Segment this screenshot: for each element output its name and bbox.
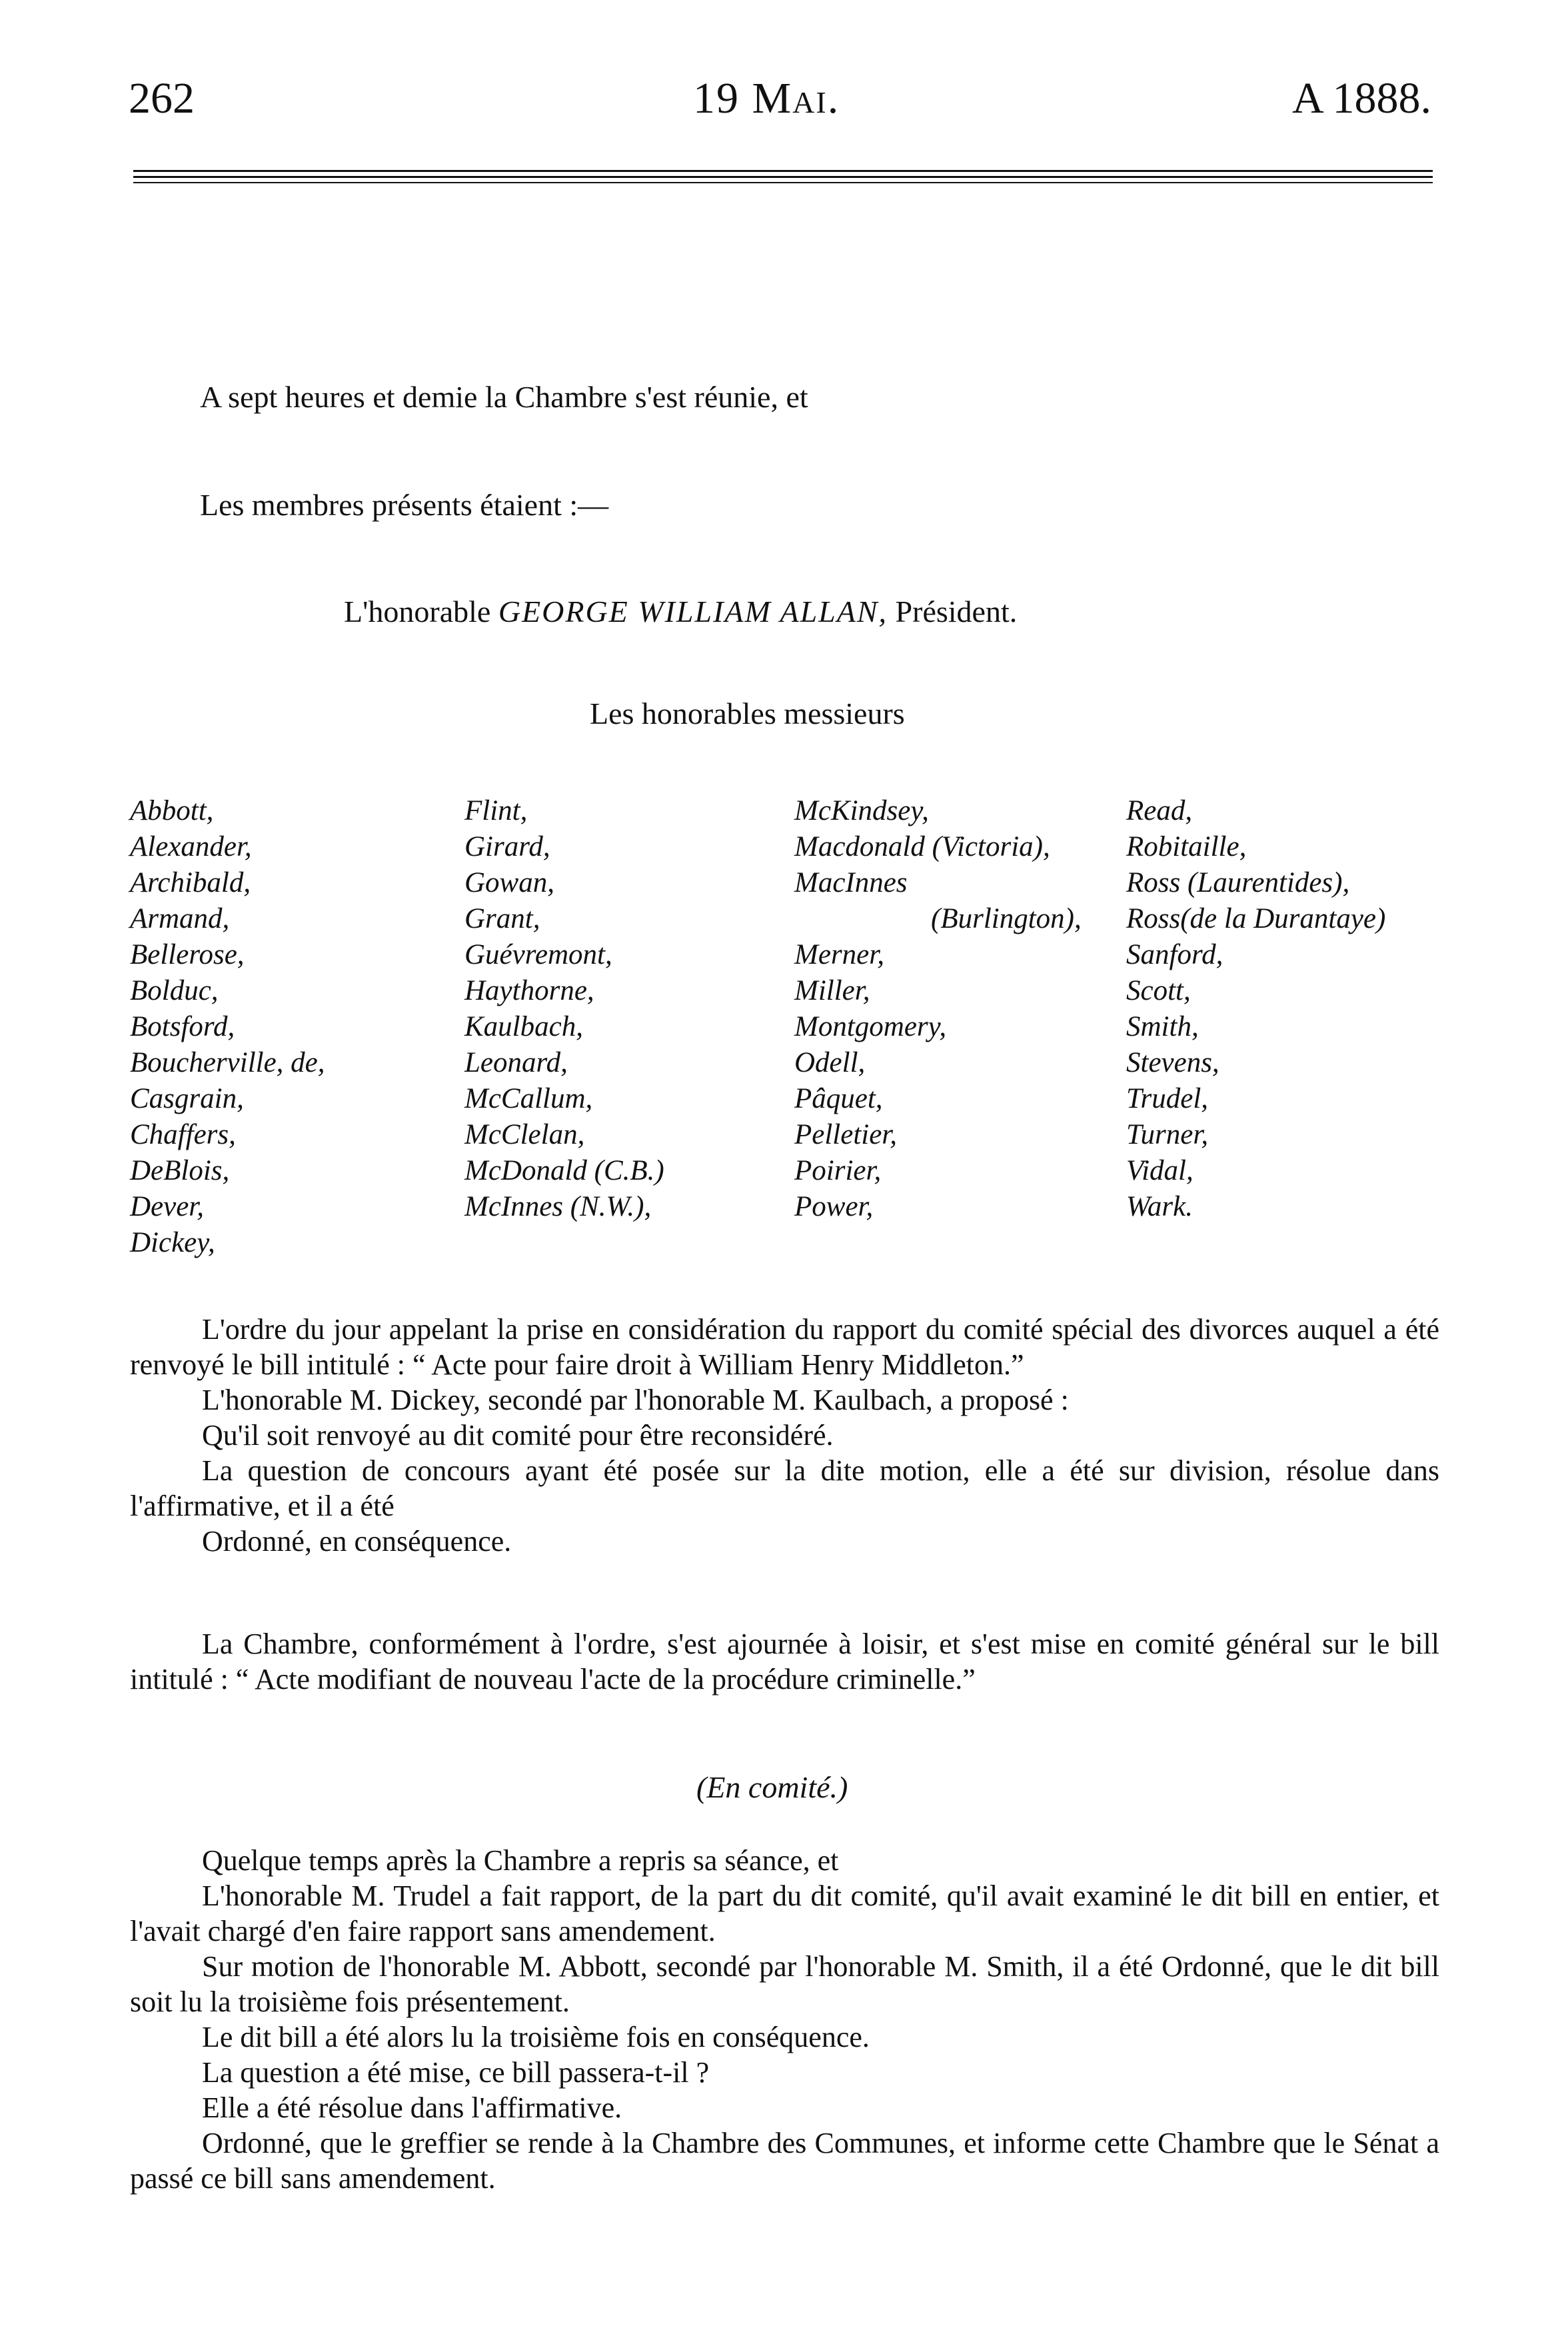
paragraph: Sur motion de l'honorable M. Abbott, secondé par l'honorable M. Smith, il a été Ordonné, que le dit bill soit lu la troisième fois présentement.: [130, 1950, 1439, 2018]
members-present-label: Les membres présents étaient :—: [200, 488, 609, 522]
committee-report-section: [130, 1843, 1439, 2196]
member-name: Dickey,: [130, 1227, 215, 1258]
president-name: GEORGE WILLIAM ALLAN,: [498, 594, 888, 628]
committee-heading: (En comité.): [696, 1770, 848, 1804]
member-name: Smith,: [1126, 1011, 1199, 1042]
member-name: Macdonald (Victoria),: [794, 831, 1050, 862]
member-name: Boucherville, de,: [130, 1047, 325, 1078]
president-title: Président.: [895, 594, 1018, 628]
member-name: Girard,: [464, 831, 550, 862]
member-name: Bolduc,: [130, 975, 219, 1006]
paragraph: Ordonné, que le greffier se rende à la Chambre des Communes, et informe cette Chambre que le Sénat a passé ce bill sans amendement.: [130, 2127, 1439, 2195]
paragraph: L'ordre du jour appelant la prise en considération du rapport du comité spécial des divorces auquel a été renvoyé le bill intitulé : “ Acte pour faire droit à William Henry Middleton.”: [130, 1313, 1439, 1381]
member-name: Dever,: [130, 1191, 205, 1222]
members-column-2: [464, 793, 664, 1225]
member-name: Pelletier,: [794, 1119, 898, 1150]
member-name: Grant,: [464, 903, 540, 934]
member-name: Ross(de la Durantaye): [1126, 903, 1386, 934]
committee-motion-section: [130, 1626, 1439, 1697]
member-name: Power,: [794, 1191, 874, 1222]
member-name: MacInnes: [794, 867, 908, 898]
header-date: 19 Mai.: [693, 74, 840, 123]
members-column-3: [794, 793, 1082, 1225]
member-name: DeBlois,: [130, 1155, 230, 1186]
member-name: Chaffers,: [130, 1119, 236, 1150]
member-name: Pâquet,: [794, 1083, 883, 1114]
divorce-bill-section: [130, 1312, 1439, 1559]
members-column-1: [130, 793, 325, 1261]
member-name: Casgrain,: [130, 1083, 244, 1114]
header-rule: [133, 176, 1433, 178]
president-line: [344, 596, 1017, 627]
paragraph: Ordonné, en conséquence.: [202, 1525, 512, 1558]
member-name: Leonard,: [464, 1047, 568, 1078]
president-prefix: L'honorable: [344, 594, 491, 628]
member-name: Archibald,: [130, 867, 251, 898]
member-name: Bellerose,: [130, 939, 245, 970]
paragraph: Elle a été résolue dans l'affirmative.: [202, 2091, 622, 2124]
member-name: Ross (Laurentides),: [1126, 867, 1350, 898]
member-name: Botsford,: [130, 1011, 235, 1042]
paragraph: L'honorable M. Dickey, secondé par l'honorable M. Kaulbach, a proposé :: [202, 1384, 1069, 1416]
member-name: Haythorne,: [464, 975, 594, 1006]
member-name: Montgomery,: [794, 1011, 947, 1042]
intro-sentence: A sept heures et demie la Chambre s'est réunie, et: [200, 380, 808, 414]
honourable-members-label: Les honorables messieurs: [590, 696, 905, 730]
member-name: McDonald (C.B.): [464, 1155, 664, 1186]
members-column-4: [1126, 793, 1385, 1225]
header-rule: [133, 170, 1433, 172]
member-name: Poirier,: [794, 1155, 882, 1186]
member-name: Guévremont,: [464, 939, 612, 970]
page-number: 262: [129, 74, 195, 123]
paragraph: La Chambre, conformément à l'ordre, s'est ajournée à loisir, et s'est mise en comité général sur le bill intitulé : “ Acte modifiant de nouveau l'acte de la procédure criminelle.”: [130, 1628, 1439, 1696]
paragraph: L'honorable M. Trudel a fait rapport, de la part du dit comité, qu'il avait examiné le dit bill en entier, et l'avait chargé d'en faire rapport sans amendement.: [130, 1879, 1439, 1947]
header-rule: [133, 182, 1433, 183]
member-name: Armand,: [130, 903, 230, 934]
paragraph: Qu'il soit renvoyé au dit comité pour être reconsidéré.: [202, 1419, 834, 1452]
member-name: McInnes (N.W.),: [464, 1191, 652, 1222]
member-name: Scott,: [1126, 975, 1191, 1006]
member-name: Flint,: [464, 795, 528, 826]
member-name: Read,: [1126, 795, 1193, 826]
member-name: Alexander,: [130, 831, 252, 862]
member-name: Turner,: [1126, 1119, 1209, 1150]
member-name: Odell,: [794, 1047, 866, 1078]
paragraph: Le dit bill a été alors lu la troisième fois en conséquence.: [202, 2021, 870, 2053]
member-name: Merner,: [794, 939, 884, 970]
member-name: McKindsey,: [794, 795, 929, 826]
header-year: A 1888.: [1291, 74, 1431, 123]
member-name: Kaulbach,: [464, 1011, 583, 1042]
member-name: McCallum,: [464, 1083, 593, 1114]
member-name: (Burlington),: [931, 903, 1082, 934]
member-name: Stevens,: [1126, 1047, 1219, 1078]
member-name: Wark.: [1126, 1191, 1193, 1222]
member-name: Miller,: [794, 975, 870, 1006]
member-name: Gowan,: [464, 867, 554, 898]
paragraph: La question a été mise, ce bill passera-t-il ?: [202, 2056, 710, 2089]
member-name: Robitaille,: [1126, 831, 1247, 862]
member-name: Abbott,: [130, 795, 214, 826]
paragraph: La question de concours ayant été posée sur la dite motion, elle a été sur division, résolue dans l'affirmative, et il a été: [130, 1454, 1439, 1522]
member-name: Sanford,: [1126, 939, 1223, 970]
member-name: Trudel,: [1126, 1083, 1209, 1114]
member-name: Vidal,: [1126, 1155, 1193, 1186]
member-name: McClelan,: [464, 1119, 585, 1150]
paragraph: Quelque temps après la Chambre a repris sa séance, et: [202, 1844, 839, 1877]
